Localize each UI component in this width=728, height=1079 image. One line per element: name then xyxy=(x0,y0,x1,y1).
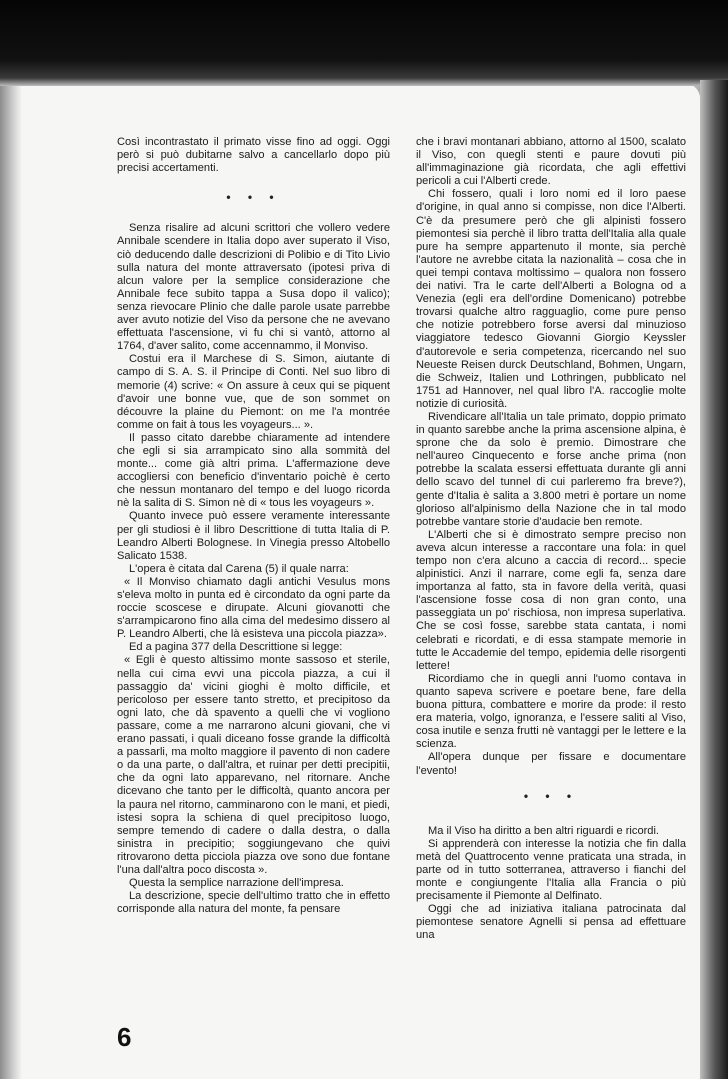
left-column xyxy=(117,136,390,916)
paragraph: Senza risalire ad alcuni scrittori che vollero vedere Annibale scendere in Italia dopo aver superato il Viso, ciò deducendo dalle descrizioni di Polibio e di Tito Livio sulla natura del monte attraversato (ipotesi priva di alcun valore per la semplice considerazione che Annibale fece subito tappa a Susa dopo il valico); senza rievocare Plinio che dalle parole usate parrebbe aver avuto notizie del Viso da persone che ne avevano effettuata l'ascensione, vi fu chi si vantò, attorno al 1764, d'aver salito, come accennammo, il Monviso. xyxy=(117,222,390,353)
paragraph: Costui era il Marchese di S. Simon, aiutante di campo di S. A. S. il Principe di Conti. Nel suo libro di memorie (4) scrive: « On assure à ceux qui se piquent d'avoir une bonne vue, que de son sommet on découvre la plaine du Piemont: on me l'a montrée comme on fait à tous les voyageurs... ». xyxy=(117,353,390,431)
quotation: « Il Monviso chiamato dagli antichi Vesulus mons s'eleva molto in punta ed è circondato da ogni parte da roccie scoscese e dirupate. Alcuni giovanotti che s'arrampicarono fino alla cima del medesimo dissero al P. Leandro Alberti, che là esisteva una piccola piazza». xyxy=(117,575,390,641)
scan-top-border xyxy=(0,0,728,86)
section-separator: • • • xyxy=(523,788,579,803)
paragraph: All'opera dunque per fissare e documentare l'evento! xyxy=(416,751,686,777)
right-column xyxy=(416,136,686,943)
paragraph: L'Alberti che si è dimostrato sempre preciso non aveva alcun interesse a raccontare una fola: in quel tempo non c'era alcuno a caccia di record... specie alpinistici. Anzi il narrare, come egli fa, senza dare importanza al fatto, sta in favore della verità, quasi l'ascensione fosse cosa di non gran conto, una passeggiata un po' rischiosa, non impresa superlativa. Che se così fosse, sarebbe stata cantata, i nomi celebrati e ricordati, e di essa stampate memorie in tutte le Accademie del tempo, epidemia delle risorgenti lettere! xyxy=(416,528,686,672)
page-edge-shadow xyxy=(700,80,728,1079)
paragraph: L'opera è citata dal Carena (5) il quale narra: xyxy=(129,562,349,575)
paragraph: Questa la semplice narrazione dell'impresa. xyxy=(129,877,344,890)
binding-shadow xyxy=(0,80,22,1079)
paragraph: Ed a pagina 377 della Descrittione si legge: xyxy=(129,641,343,654)
paragraph: Il passo citato darebbe chiaramente ad intendere che egli si sia arrampicato sino alla sommità del monte... come già altri prima. L'affermazione deve accogliersi con beneficio d'inventario poichè è certo che nessun montanaro del tempo e del luogo ricorda nè la salita di S. Simon nè di « tous les voyageurs ». xyxy=(117,431,390,510)
paragraph: Chi fossero, quali i loro nomi ed il loro paese d'origine, in qual anno si compisse, non dice l'Alberti. C'è da presumere però che gli alpinisti fossero piemontesi sia perchè il libro tratta dell'Italia alla quale pure ha sempre appartenuto il monte, sia perchè l'autore ne avrebbe citata la nazionalità – cosa che in quei tempi contava moltissimo – qualora non fossero dei nativi. Tra le carte dell'Alberti a Bologna od a Venezia (egli era dell'ordine Domenicano) potrebbe trovarsi qualche altro ragguaglio, come pure penso che notizie potrebbero forse aversi dal minuzioso viaggiatore tedesco Giovanni Giorgio Keyssler d'autorevole e seria competenza, ricercando nel suo Neueste Reisen durck Deutschland, Bohmen, Ungarn, die Schweiz, Italien und Lothringen, pubblicato nel 1751 ad Hannover, nel qual libro l'A. raccoglie molte notizie di curiosità. xyxy=(416,188,686,410)
paragraph: Si apprenderà con interesse la notizia che fin dalla metà del Quattrocento venne praticata una strada, in parte od in tutto sotterranea, attraverso i fianchi del monte e congiungente l'Italia alla Francia o più precisamente il Piemonte al Delfinato. xyxy=(416,837,686,903)
paragraph: Oggi che ad iniziativa italiana patrocinata dal piemontese senatore Agnelli si pensa ad effettuare una xyxy=(416,903,686,942)
paragraph: Così incontrastato il primato visse fino ad oggi. Oggi però si può dubitarne salvo a cancellarlo dopo più precisi accertamenti. xyxy=(117,136,390,175)
paragraph: Ricordiamo che in quegli anni l'uomo contava in quanto sapeva scrivere e poetare bene, fare della buona pittura, combattere e morire da prode: il resto era materia, volgo, ignoranza, e l'essere saliti al Viso, cosa inutile e senza frutti nè vantaggi per le lettere e la scienza. xyxy=(416,672,686,751)
paragraph: Rivendicare all'Italia un tale primato, doppio primato in quanto sarebbe anche la prima ascensione alpina, è sprone che da solo è premio. Dimostrare che nell'aureo Cinquecento e forse anche prima (non potrebbe la scalata essersi effettuata durante gli anni dello scavo del tunnel di cui parleremo fra breve?), gente d'Italia è salita a 3.800 metri è portare un nome glorioso all'alpinismo della Nazione che in tal modo potrebbe vantare storie d'audacie ben remote. xyxy=(416,410,686,528)
paragraph: Quanto invece può essere veramente interessante per gli studiosi è il libro Descrittione di tutta Italia di P. Leandro Alberti Bolognese. In Vinegia presso Altobello Salicato 1538. xyxy=(117,510,390,562)
quotation: « Egli è questo altissimo monte sassoso et sterile, nella cui cima evvi una piccola piazza, a cui il passaggio da' vicini gioghi è molto difficile, et pericoloso per essere tanto stretto, et precipitoso da ogni lato, che dà spavento a quelli che vi vogliono passare, come a me narrarono alcuni giovani, che vi erano passati, i quali diceano fosse grande la difficoltà a passarli, ma molto maggiore il pavento di non cadere o da una parte, o dall'altra, et ruinar per detti precipitii, che da ogni lato apparevano, nel ritornare. Anche dicevano che tanto per le difficoltà, quanto ancora per la paura nel ritorno, camminarono con le mani, et piedi, istesi sopra la schiena di quel precipitoso luogo, sempre temendo di cadere o dalla destra, o dalla sinistra in precipitio; soggiungevano che quivi ritrovarono detta picciola piazza ove sono due fontane l'una dall'altra poco discosta ». xyxy=(117,654,390,876)
paragraph: La descrizione, specie dell'ultimo tratto che in effetto corrisponde alla natura del monte, fa pensare xyxy=(117,890,390,916)
paragraph: Ma il Viso ha diritto a ben altri riguardi e ricordi. xyxy=(428,824,660,837)
section-separator: • • • xyxy=(226,190,281,205)
page-number: 6 xyxy=(117,1022,132,1052)
paragraph: che i bravi montanari abbiano, attorno al 1500, scalato il Viso, con quegli stenti e paure dovuti più all'immaginazione già ricordata, che agli effettivi pericoli a cui l'Alberti crede. xyxy=(416,136,686,188)
